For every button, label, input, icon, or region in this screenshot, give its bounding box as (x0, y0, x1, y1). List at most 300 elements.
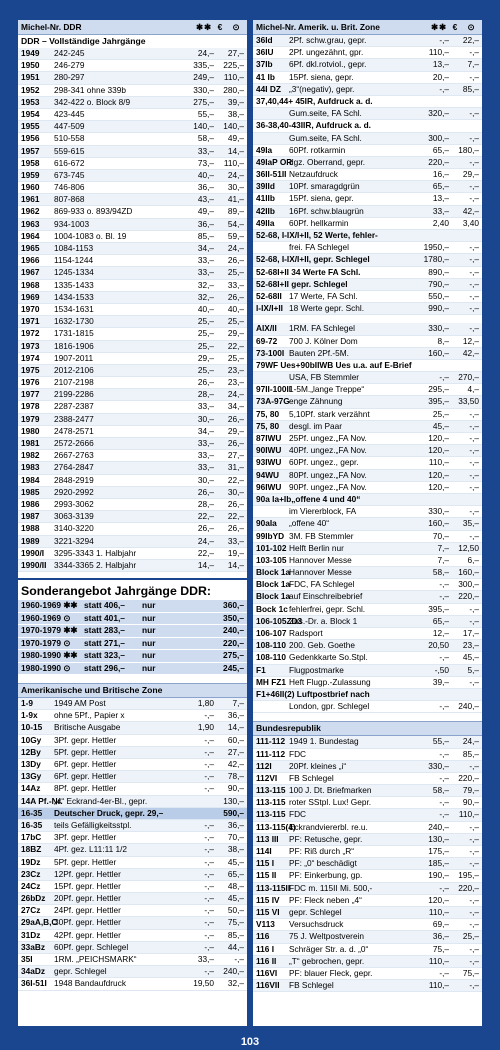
table-row (253, 931, 482, 943)
catalog-number: 24Cz (21, 880, 41, 891)
catalog-number: 37,40,44+ 45IR, Aufdruck a. d. (256, 95, 373, 106)
offer-years: 1970-1979 ✱✱ (21, 625, 78, 636)
catalog-number: 1971 (21, 316, 40, 327)
price-mint: 65,– (432, 144, 449, 155)
catalog-number: 1985 (21, 486, 40, 497)
price-mint: 65,– (432, 181, 449, 192)
description: 1534-1631 (54, 303, 94, 314)
table-row (18, 158, 247, 170)
catalog-number: 41 Ib (256, 71, 275, 82)
price-used: 25,– (227, 352, 244, 363)
price-mint: 33,– (197, 954, 214, 964)
description: 2848-2919 (54, 474, 94, 485)
table-row (18, 133, 247, 145)
description: Schräger Str. a. d. „0“ (289, 943, 369, 954)
description: 1632-1730 (54, 316, 94, 327)
description: 1816-1906 (54, 340, 94, 351)
table-row (18, 796, 247, 808)
description: 423-445 (54, 108, 85, 119)
catalog-number: 1972 (21, 328, 40, 339)
table-row (253, 433, 482, 445)
offer-old-price: statt 406,– (84, 600, 125, 611)
price-mint: 73,– (197, 157, 214, 168)
price-used: 22,– (462, 35, 479, 45)
table-row (18, 170, 247, 182)
price-mint: -,– (204, 734, 214, 745)
price-used: 160,– (458, 567, 479, 578)
price-used: 85,– (227, 929, 244, 940)
price-mint: 33,– (197, 462, 214, 473)
description: 3063-3139 (54, 511, 94, 522)
price-used: 7,– (467, 59, 479, 70)
price-mint: 300,– (428, 132, 449, 143)
price-used: -,– (469, 955, 479, 966)
offer-row (18, 650, 247, 663)
catalog-number: 37Ib (256, 59, 273, 70)
price-mint: -,– (439, 772, 449, 783)
price-used: 26,– (227, 498, 244, 509)
price-mint: 1,80 (197, 698, 214, 709)
description: Eckrandviererbl. re.u. (289, 821, 368, 832)
table-row (18, 808, 247, 820)
price-mint: 335,– (193, 60, 214, 71)
table-row (253, 980, 482, 992)
offer-row (18, 638, 247, 651)
description: frei. FA Schlegel (289, 242, 349, 253)
description: 1-5M.„lange Treppe“ (289, 384, 365, 395)
price-mint: 120,– (428, 481, 449, 492)
description: 75 J. Weltpostverein (289, 931, 365, 942)
price-mint: 185,– (428, 858, 449, 869)
price-mint: 70,– (432, 530, 449, 541)
catalog-number: 33aBz (21, 941, 45, 952)
description: gepr. Schlegel (54, 966, 107, 977)
catalog-number: 26bDz (21, 893, 46, 904)
price-mint: -,– (439, 882, 449, 893)
price-used: 22,– (227, 340, 244, 351)
description: 242-245 (54, 48, 85, 58)
price-used: 59,– (227, 230, 244, 241)
price-used: 38,– (227, 108, 244, 119)
table-row (18, 206, 247, 218)
table-row (253, 749, 482, 761)
catalog-number: 49Ia (256, 144, 273, 155)
table-row (18, 536, 247, 548)
offer-old-price: statt 401,– (84, 612, 125, 623)
table-row (18, 942, 247, 954)
price-used: 45,– (227, 893, 244, 904)
table-row (18, 698, 247, 710)
catalog-number: 1976 (21, 377, 40, 388)
table-row (18, 121, 247, 133)
catalog-number: 36Id (256, 35, 273, 45)
table-row (18, 304, 247, 316)
description: 5Pf. gepr. Hettler (54, 856, 117, 867)
description: 1335-1433 (54, 279, 94, 290)
price-used: -,– (469, 603, 479, 614)
price-used: 34,– (227, 401, 244, 412)
price-mint: 33,– (432, 205, 449, 216)
catalog-number: 1974 (21, 352, 40, 363)
description: 200. Geb. Goethe (289, 640, 355, 651)
catalog-number: 42IIb (256, 205, 275, 216)
description: 447-509 (54, 121, 85, 132)
description: teils Gefälligkeitsstpl. (54, 819, 132, 830)
catalog-number: 1951 (21, 72, 40, 83)
description: fehlerfrei, gepr. Schl. (289, 603, 366, 614)
catalog-number: 69-72 (256, 335, 278, 346)
offer-price: 220,– (223, 637, 244, 648)
catalog-number: 39IId (256, 181, 275, 192)
price-used: -,– (469, 846, 479, 856)
price-used: 240,– (223, 966, 244, 977)
price-used: 26,– (227, 438, 244, 448)
catalog-number: 1-9 (21, 698, 33, 709)
catalog-number: 52-68I+II gepr. Schlegel (256, 278, 348, 289)
catalog-number: 1958 (21, 157, 40, 168)
catalog-number: 44I DZ (256, 83, 281, 94)
description (289, 254, 418, 265)
spacer (253, 315, 482, 323)
catalog-number: 36IU (256, 47, 274, 58)
price-mint: 330,– (428, 506, 449, 517)
catalog-number: 52-68, I-IX/I+II, gepr. Schlegel (256, 254, 370, 265)
section-ddr-title: DDR – Vollständige Jahrgänge (21, 36, 146, 46)
price-mint: 1,90 (197, 722, 214, 733)
catalog-number: 10-15 (21, 722, 43, 733)
table-row (18, 97, 247, 109)
price-mint: -,– (439, 967, 449, 978)
price-used: 6,– (467, 554, 479, 565)
description: dgz. Oberrand, gepr. (289, 156, 366, 167)
price-mint: 8,– (437, 335, 449, 346)
description: 3140-3220 (54, 523, 94, 534)
table-row (18, 869, 247, 881)
price-mint: 28,– (197, 389, 214, 400)
price-mint: 29,– (197, 352, 214, 363)
table-row (18, 48, 247, 60)
price-used: 24,– (227, 169, 244, 180)
offer-years: 1980-1990 ⊙ (21, 662, 71, 673)
page-number: 103 (240, 1036, 260, 1048)
catalog-number: 1955 (21, 121, 40, 132)
price-used: -,– (469, 242, 479, 253)
price-mint: -,– (439, 35, 449, 45)
price-used: 14,– (227, 145, 244, 156)
left-column-header (18, 20, 247, 35)
price-mint: 20,50 (428, 640, 449, 651)
table-row (253, 736, 482, 748)
price-used: -,– (469, 47, 479, 58)
price-mint: -,– (204, 905, 214, 916)
catalog-number: 115 IV (256, 894, 280, 905)
catalog-number: 41IIb (256, 193, 275, 204)
description: 30Pf. gepr. Hettler (54, 917, 121, 928)
price-mint: -,– (204, 856, 214, 867)
catalog-number: 1953 (21, 96, 40, 107)
price-used: 23,– (227, 364, 244, 375)
catalog-number: 34aDz (21, 966, 45, 977)
price-mint: 890,– (428, 266, 449, 277)
offer-old-price: statt 296,– (84, 662, 125, 673)
catalog-number: 90aIa (256, 518, 277, 529)
description: Gedenkkarte So.Stpl. (289, 652, 368, 663)
price-mint: 249,– (193, 72, 214, 83)
price-used: -,– (469, 906, 479, 917)
description: 8Pf. gepr. Hettler (54, 783, 117, 794)
price-mint: 220,– (428, 156, 449, 167)
header-catalog-label: Michel-Nr. Amerik. u. Brit. Zone (256, 22, 380, 32)
catalog-number: 1965 (21, 243, 40, 253)
price-used: 33,– (227, 535, 244, 546)
price-used: -,– (469, 420, 479, 431)
price-used: -,– (469, 254, 479, 265)
price-mint: 130,– (428, 833, 449, 844)
catalog-number: 1957 (21, 145, 40, 156)
catalog-number: 1962 (21, 206, 40, 217)
table-row (253, 640, 482, 652)
description: 673-745 (54, 169, 85, 180)
catalog-number: 52-68, I-IX/I+II, 52 Werte, fehler- (256, 230, 378, 240)
table-row (18, 820, 247, 832)
price-mint: -,– (439, 797, 449, 808)
table-row (18, 194, 247, 206)
table-row (253, 145, 482, 157)
catalog-number: 111-112 (256, 748, 286, 759)
price-used: 85,– (462, 748, 479, 759)
price-used: 22,– (227, 474, 244, 485)
price-mint: -,– (439, 652, 449, 663)
catalog-number: 79WF Ues+90bIIWB Ues u.a. auf E-Brief (256, 359, 412, 370)
price-mint: 26,– (197, 377, 214, 388)
catalog-number: 16-35 (21, 807, 43, 818)
price-used: 12,50 (458, 542, 479, 553)
catalog-number: 1949 (21, 48, 40, 58)
price-mint: -,– (204, 880, 214, 891)
offer-row (18, 600, 247, 613)
price-mint: 75,– (432, 943, 449, 954)
price-used: 70,– (227, 832, 244, 843)
description: 1907-2011 (54, 352, 94, 363)
price-used: -,– (469, 303, 479, 314)
description: 2920-2992 (54, 486, 94, 497)
table-row (253, 701, 482, 713)
table-row (253, 907, 482, 919)
price-mint: 36,– (197, 182, 214, 193)
table-row (253, 809, 482, 821)
offer-price: 275,– (223, 650, 244, 661)
catalog-number: 99IbYD (256, 530, 285, 541)
table-row (253, 303, 482, 315)
description: 746-806 (54, 182, 85, 193)
price-mint: 13,– (432, 193, 449, 204)
catalog-number: 18BZ (21, 844, 42, 855)
section-zone-title: Amerikanische und Britische Zone (18, 683, 247, 698)
price-used: 33,– (227, 279, 244, 290)
price-mint: 140,– (193, 121, 214, 132)
catalog-number: 1967 (21, 267, 40, 278)
catalog-number: 103-105 (256, 554, 287, 565)
description: 6Pf. gepr. Hettler (54, 771, 117, 782)
offer-price: 240,– (223, 625, 244, 636)
catalog-number: 1959 (21, 169, 40, 180)
catalog-number: 108-110 (256, 640, 286, 651)
price-used: 75,– (462, 967, 479, 978)
price-mint: 395,– (428, 396, 449, 407)
price-used: 48,– (227, 880, 244, 891)
catalog-number: I-IX/I+II (256, 303, 283, 314)
price-mint: 25,– (197, 316, 214, 327)
table-row (18, 389, 247, 401)
table-row (18, 905, 247, 917)
price-mint: 110,– (428, 457, 449, 468)
table-row (253, 834, 482, 846)
price-used: 14,– (227, 559, 244, 570)
table-row (253, 445, 482, 457)
catalog-number: 73-100I (256, 347, 285, 358)
price-mint: -,– (204, 868, 214, 879)
price-mint: 20,– (432, 71, 449, 82)
table-row (253, 652, 482, 664)
table-row (18, 255, 247, 267)
catalog-number: 113-115 (256, 785, 286, 796)
catalog-number: 1975 (21, 364, 40, 375)
right-column-header (253, 20, 482, 35)
zone-table (18, 698, 247, 991)
catalog-number: 1-9x (21, 710, 38, 721)
price-mint: 30,– (197, 474, 214, 485)
catalog-number: 52-68I+II 34 Werte FA Schl. (256, 266, 361, 277)
description: FDC m. 115II Mi. 500,- (289, 882, 373, 893)
catalog-number: 1970 (21, 303, 40, 314)
table-row (253, 895, 482, 907)
description (289, 279, 418, 290)
price-used: 45,– (462, 652, 479, 663)
price-used: -,– (469, 821, 479, 832)
description: FDC, FA Schlegel (289, 579, 355, 590)
bundesrepublik-table (253, 736, 482, 992)
description: PF: „0“ beschädigt (289, 858, 357, 869)
price-used: -,– (469, 433, 479, 443)
price-mint: 1780,– (423, 254, 449, 265)
price-mint: 22,– (197, 511, 214, 522)
catalog-number: 1983 (21, 462, 40, 473)
offer-price: 350,– (223, 612, 244, 623)
price-used: 50,– (227, 905, 244, 916)
catalog-number: 96IWU (256, 481, 282, 492)
table-row (253, 59, 482, 71)
description: Flugpostmarke (289, 664, 344, 675)
description: 60Pf. rotkarmin (289, 144, 346, 155)
table-row (18, 182, 247, 194)
description: Britische Ausgabe (54, 722, 121, 733)
table-row (18, 377, 247, 389)
spacer (253, 713, 482, 721)
catalog-number: MH FZ1 (256, 676, 286, 687)
catalog-number: 113-115 (256, 797, 286, 808)
price-used: -,– (469, 408, 479, 419)
table-row (18, 487, 247, 499)
table-row (253, 591, 482, 603)
price-used: 25,– (227, 316, 244, 327)
table-row (253, 531, 482, 543)
catalog-number: 93IWU (256, 457, 282, 468)
price-used: 41,– (227, 194, 244, 205)
catalog-number: 106-107 (256, 628, 287, 638)
catalog-number: 75, 80 (256, 408, 280, 419)
price-used: 110,– (223, 72, 244, 83)
table-row (253, 120, 482, 132)
table-row (253, 348, 482, 360)
table-row (18, 438, 247, 450)
price-mint: 32,– (197, 291, 214, 302)
description: PF: blauer Fleck, gepr. (289, 967, 373, 978)
price-used: 35,– (462, 518, 479, 529)
description: 5Pf. gepr. Hettler (54, 746, 117, 757)
price-mint: 65,– (432, 615, 449, 626)
table-row (253, 279, 482, 291)
catalog-number: 1988 (21, 523, 40, 534)
price-used: -,– (469, 530, 479, 541)
price-used: 39,– (227, 96, 244, 107)
price-used: 29,– (462, 169, 479, 180)
price-used: -,– (469, 943, 479, 954)
offer-only: nur (142, 600, 156, 611)
price-mint: 25,– (432, 408, 449, 419)
catalog-number: 1973 (21, 340, 40, 351)
offer-price: 245,– (223, 662, 244, 673)
description: 559-615 (54, 145, 85, 156)
price-mint: 30,– (197, 413, 214, 424)
catalog-number: 116 I (256, 943, 274, 954)
table-row (253, 677, 482, 689)
description (289, 267, 418, 278)
description: „3“(negativ), gepr. (289, 83, 355, 94)
table-row (18, 401, 247, 413)
price-mint: 550,– (428, 290, 449, 301)
price-used: -,– (469, 919, 479, 930)
description: 246-279 (54, 60, 85, 71)
table-row (18, 722, 247, 734)
used-symbol: ⊙ (467, 22, 475, 32)
description: London, gpr. Schlegel (289, 701, 370, 712)
catalog-number: 112VI (256, 772, 278, 783)
zone-table-continued (253, 35, 482, 315)
price-mint: 58,– (432, 567, 449, 578)
description: 12Pf. gepr. Hettler (54, 868, 121, 879)
zone-table-continued-2 (253, 323, 482, 713)
table-row (253, 336, 482, 348)
price-mint: 40,– (197, 169, 214, 180)
price-used: 270,– (458, 372, 479, 383)
description: 16Pf. schw.blaugrün (289, 205, 364, 216)
price-mint: 22,– (197, 547, 214, 558)
description: 2388-2477 (54, 413, 94, 424)
description: 20Pf. gepr. Hettler (54, 893, 121, 904)
table-row (253, 291, 482, 303)
price-mint: 295,– (428, 384, 449, 395)
price-mint: -,– (204, 832, 214, 843)
price-mint: 7,– (437, 542, 449, 553)
price-used: 280,– (223, 84, 244, 95)
catalog-number: 87IWU (256, 433, 282, 443)
table-row (18, 109, 247, 121)
table-row (253, 579, 482, 591)
table-row (253, 858, 482, 870)
offer-years: 1960-1969 ⊙ (21, 612, 71, 623)
price-mint: 160,– (428, 518, 449, 529)
description: 24Pf. gepr. Hettler (54, 905, 121, 916)
